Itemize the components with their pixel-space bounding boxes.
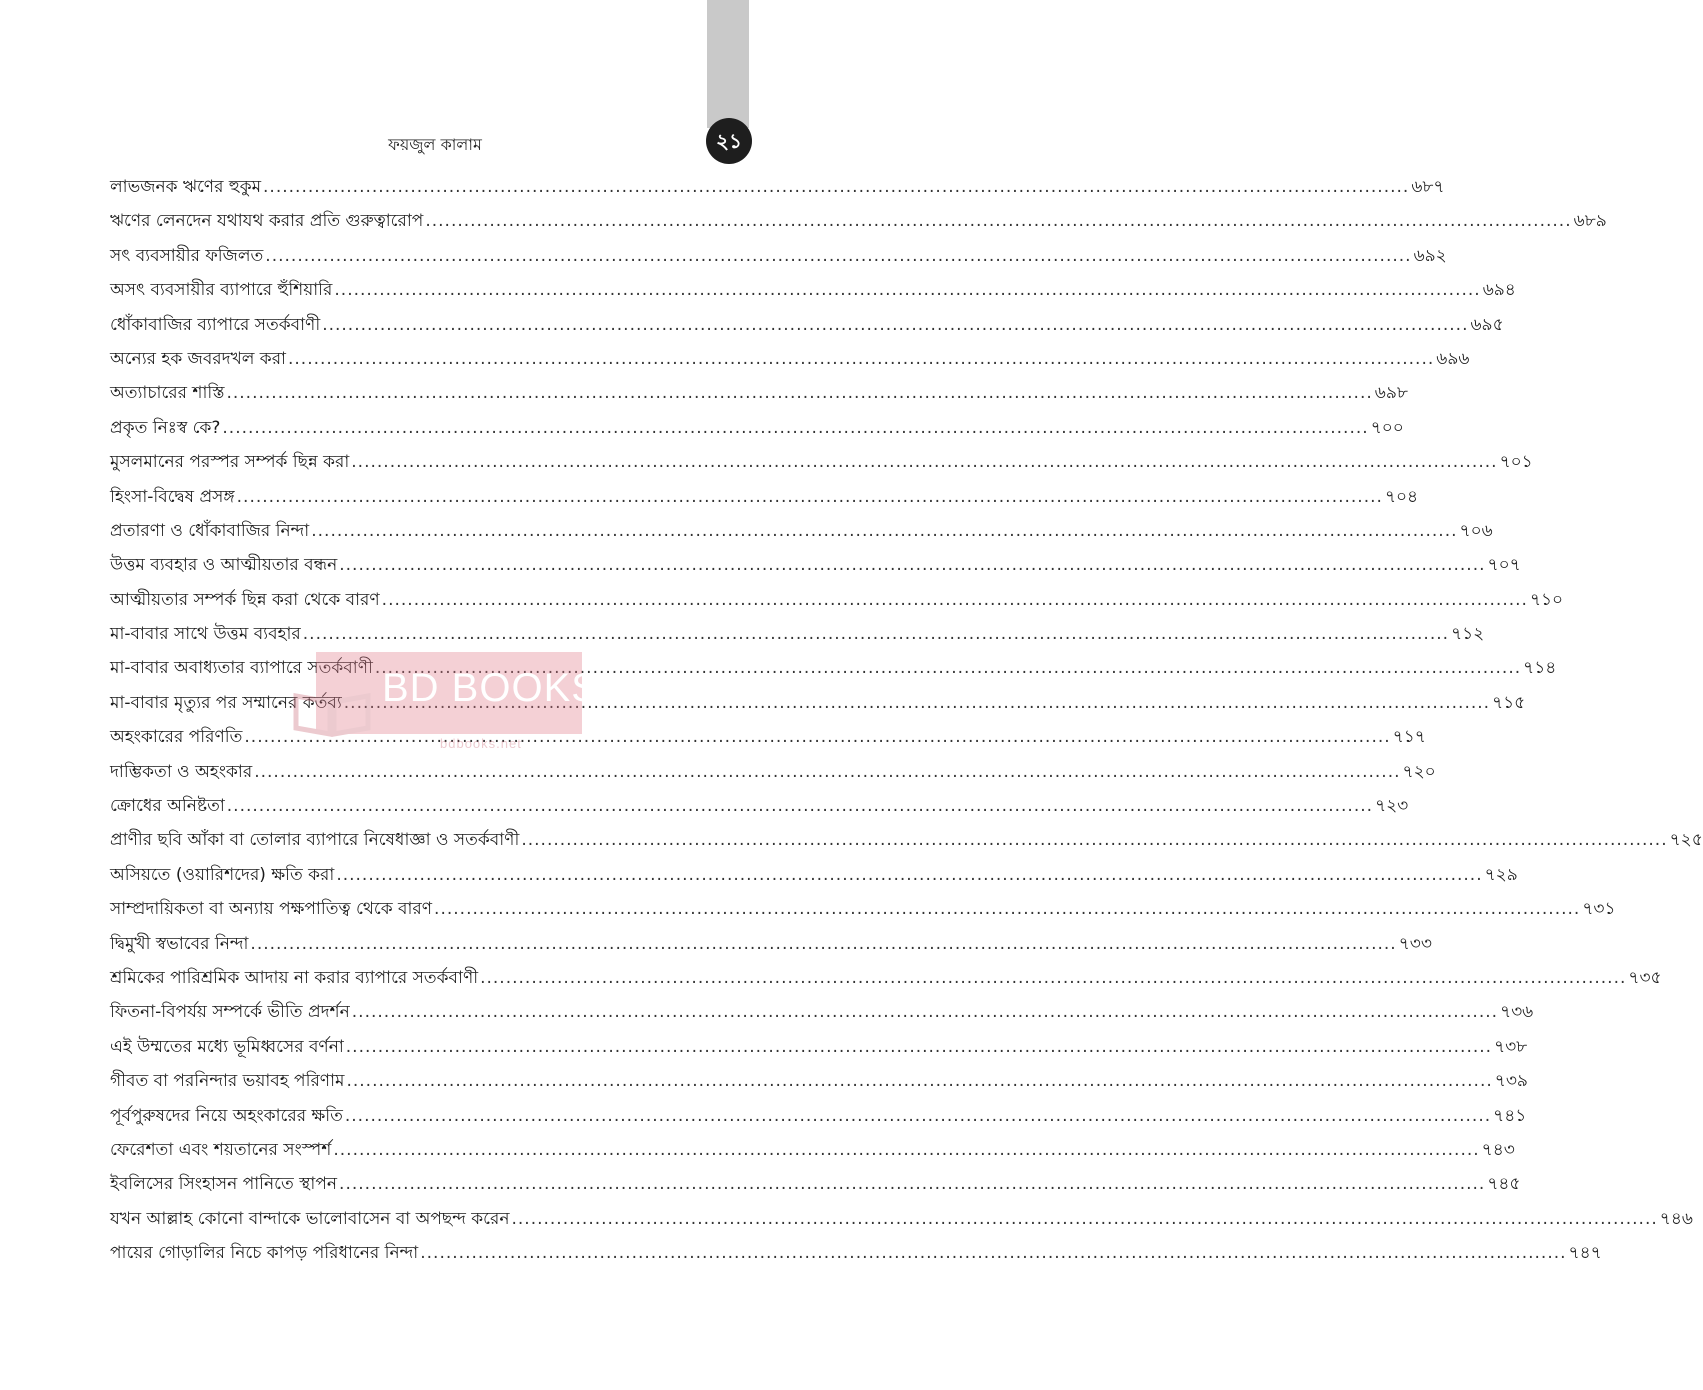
- toc-entry-title: পায়ের গোড়ালির নিচে কাপড় পরিধানের নিন্দা: [110, 1243, 419, 1264]
- toc-entry-title: ঋণের লেনদেন যথাযথ করার প্রতি গুরুত্বারোপ: [110, 211, 424, 232]
- toc-entry-title: যখন আল্লাহ কোনো বান্দাকে ভালোবাসেন বা অপছন্দ করেন: [110, 1208, 510, 1229]
- toc-entry-page: ৭৪৬: [1659, 1208, 1693, 1229]
- toc-dot-leader: [265, 239, 1411, 273]
- toc-entry-title: লাভজনক ঋণের হুকুম: [110, 177, 262, 197]
- toc-entry: [110, 1030, 1528, 1064]
- toc-entry-page: ৭৪৭: [1568, 1243, 1602, 1264]
- toc-entry: [110, 720, 1426, 754]
- toc-entry-page: ৭৪৩: [1481, 1139, 1515, 1160]
- toc-entry-page: ৭১২: [1451, 624, 1485, 645]
- toc-entry-page: ৭০১: [1499, 452, 1533, 473]
- toc-dot-leader: [344, 686, 1490, 720]
- toc-entry: [110, 617, 1485, 651]
- toc-dot-leader: [346, 1064, 1492, 1098]
- toc-entry: [110, 273, 1516, 307]
- toc-entry-title: উত্তম ব্যবহার ও আত্মীয়তার বন্ধন: [110, 555, 338, 576]
- toc-entry-title: ফিতনা-বিপর্যয় সম্পর্কে ভীতি প্রদর্শন: [110, 1002, 350, 1023]
- toc-dot-leader: [339, 548, 1485, 582]
- toc-entry: [110, 823, 1703, 857]
- toc-dot-leader: [336, 858, 1482, 892]
- toc-entry-title: দাম্ভিকতা ও অহংকার: [110, 761, 253, 782]
- toc-dot-leader: [303, 617, 1449, 651]
- toc-entry-title: মা-বাবার অবাধ্যতার ব্যাপারে সতর্কবাণী: [110, 658, 373, 679]
- table-of-contents: [110, 170, 1703, 1271]
- toc-entry-title: দ্বিমুখী স্বভাবের নিন্দা: [110, 933, 249, 954]
- toc-entry: [110, 1202, 1693, 1236]
- toc-entry: [110, 204, 1607, 238]
- toc-dot-leader: [237, 480, 1383, 514]
- toc-entry: [110, 1099, 1527, 1133]
- toc-dot-leader: [434, 892, 1580, 926]
- toc-entry: [110, 342, 1470, 376]
- toc-entry-title: সাম্প্রদায়িকতা বা অন্যায় পক্ষপাতিত্ব থেকে বারণ: [110, 899, 433, 920]
- toc-entry: [110, 239, 1447, 273]
- toc-entry-title: প্রকৃত নিঃস্ব কে?: [110, 417, 221, 438]
- toc-entry-page: ৭৩৫: [1628, 967, 1662, 988]
- toc-entry: [110, 961, 1662, 995]
- toc-dot-leader: [311, 514, 1457, 548]
- toc-entry-title: গীবত বা পরনিন্দার ভয়াবহ পরিণাম: [110, 1071, 345, 1092]
- toc-entry: [110, 789, 1409, 823]
- toc-entry-title: অহংকারের পরিণতি: [110, 727, 243, 748]
- toc-entry-page: ৭৩৮: [1494, 1036, 1528, 1057]
- toc-entry-page: ৬৯৮: [1374, 383, 1408, 404]
- toc-dot-leader: [352, 995, 1498, 1029]
- toc-entry-page: ৭১৭: [1392, 727, 1426, 748]
- toc-entry-title: ক্রোধের অনিষ্টতা: [110, 796, 225, 817]
- page-number-badge: ২১: [706, 118, 752, 164]
- toc-entry: [110, 686, 1526, 720]
- toc-entry-title: অন্যের হক জবরদখল করা: [110, 348, 286, 369]
- toc-entry: [110, 411, 1404, 445]
- toc-entry-page: ৭০৬: [1459, 520, 1493, 541]
- toc-entry: [110, 514, 1493, 548]
- toc-entry: [110, 583, 1564, 617]
- toc-entry: [110, 480, 1419, 514]
- toc-entry: [110, 858, 1518, 892]
- toc-entry-page: ৭১৪: [1523, 658, 1557, 679]
- toc-entry-title: আত্মীয়তার সম্পর্ক ছিন্ন করা থেকে বারণ: [110, 589, 380, 610]
- toc-dot-leader: [288, 342, 1434, 376]
- toc-entry: [110, 755, 1436, 789]
- toc-entry-title: মা-বাবার সাথে উত্তম ব্যবহার: [110, 624, 301, 645]
- toc-entry-page: ৭০৪: [1384, 486, 1419, 507]
- toc-entry: [110, 308, 1504, 342]
- toc-dot-leader: [345, 1099, 1491, 1133]
- toc-entry-page: ৭৩৩: [1398, 933, 1432, 954]
- toc-dot-leader: [244, 720, 1390, 754]
- toc-entry-title: ফেরেশতা এবং শয়তানের সংস্পর্শ: [110, 1139, 332, 1160]
- toc-entry-title: প্রাণীর ছবি আঁকা বা তোলার ব্যাপারে নিষেধাজ্ঞা ও সতর্কবাণী: [110, 830, 520, 851]
- toc-entry-page: ৭১০: [1529, 589, 1564, 610]
- toc-entry-page: ৬৮৭: [1411, 177, 1445, 197]
- toc-dot-leader: [375, 651, 1521, 685]
- toc-entry: [110, 1064, 1528, 1098]
- toc-entry-page: ৭১৫: [1492, 692, 1526, 713]
- toc-entry: [110, 995, 1534, 1029]
- toc-entry: [110, 651, 1557, 685]
- toc-entry: [110, 170, 1445, 204]
- toc-entry: [110, 1167, 1521, 1201]
- toc-entry-title: মুসলমানের পরস্পর সম্পর্ক ছিন্ন করা: [110, 452, 350, 473]
- toc-entry-page: ৭২৫: [1669, 830, 1703, 851]
- toc-entry-page: ৬৯৫: [1470, 314, 1504, 335]
- toc-dot-leader: [254, 755, 1400, 789]
- toc-entry-title: অত্যাচারের শাস্তি: [110, 383, 225, 404]
- toc-entry-page: ৭২৯: [1484, 864, 1518, 885]
- toc-entry: [110, 892, 1616, 926]
- toc-dot-leader: [420, 1236, 1566, 1270]
- toc-entry: [110, 445, 1533, 479]
- toc-dot-leader: [425, 204, 1571, 238]
- toc-entry-page: ৭৪৫: [1487, 1174, 1521, 1195]
- toc-entry-title: ধোঁকাবাজির ব্যাপারে সতর্কবাণী: [110, 314, 321, 335]
- toc-entry-page: ৭৩৬: [1500, 1002, 1534, 1023]
- watermark-url: bdbooks.net: [440, 736, 522, 751]
- toc-entry-page: ৬৯২: [1413, 245, 1447, 266]
- toc-entry: [110, 376, 1408, 410]
- toc-entry-page: ৭৪১: [1493, 1105, 1527, 1126]
- toc-dot-leader: [322, 308, 1468, 342]
- toc-dot-leader: [511, 1202, 1657, 1236]
- toc-entry-title: শ্রমিকের পারিশ্রমিক আদায় না করার ব্যাপারে সতর্কবাণী: [110, 967, 479, 988]
- toc-dot-leader: [351, 445, 1497, 479]
- page-edge-tab: [707, 0, 749, 128]
- running-header-title: ফয়জুল কালাম: [388, 135, 482, 154]
- toc-dot-leader: [227, 789, 1373, 823]
- toc-entry: [110, 1236, 1602, 1270]
- toc-entry-page: ৬৮৯: [1573, 211, 1607, 232]
- toc-entry-page: ৬৯৬: [1436, 348, 1470, 369]
- toc-dot-leader: [521, 823, 1667, 857]
- toc-dot-leader: [226, 376, 1372, 410]
- toc-entry-page: ৭৩৯: [1494, 1071, 1528, 1092]
- toc-entry-page: ৬৯৪: [1482, 280, 1516, 301]
- toc-entry-page: ৭২০: [1402, 761, 1436, 782]
- toc-dot-leader: [333, 1133, 1479, 1167]
- toc-entry: [110, 1133, 1515, 1167]
- toc-entry-title: অসিয়তে (ওয়ারিশদের) ক্ষতি করা: [110, 864, 335, 885]
- toc-entry-title: সৎ ব্যবসায়ীর ফজিলত: [110, 245, 264, 266]
- toc-entry-title: হিংসা-বিদ্বেষ প্রসঙ্গ: [110, 486, 235, 507]
- toc-dot-leader: [263, 170, 1409, 204]
- toc-entry-title: প্রতারণা ও ধোঁকাবাজির নিন্দা: [110, 520, 310, 541]
- toc-dot-leader: [480, 961, 1626, 995]
- toc-entry: [110, 927, 1432, 961]
- watermark-brand: BD BOOKS: [382, 666, 599, 710]
- toc-entry-page: ৭৩১: [1582, 899, 1616, 920]
- toc-entry-title: মা-বাবার মৃত্যুর পর সম্মানের কর্তব্য: [110, 692, 342, 713]
- toc-entry-title: এই উম্মতের মধ্যে ভূমিধ্বসের বর্ণনা: [110, 1036, 344, 1057]
- toc-dot-leader: [339, 1167, 1485, 1201]
- toc-entry-page: ৭০৭: [1487, 555, 1521, 576]
- toc-dot-leader: [382, 583, 1528, 617]
- toc-dot-leader: [250, 927, 1396, 961]
- toc-dot-leader: [222, 411, 1368, 445]
- toc-entry: [110, 548, 1521, 582]
- toc-entry-title: পূর্বপুরুষদের নিয়ে অহংকারের ক্ষতি: [110, 1105, 343, 1126]
- toc-entry-title: ইবলিসের সিংহাসন পানিতে স্থাপন: [110, 1174, 338, 1195]
- toc-entry-page: ৭২৩: [1375, 796, 1409, 817]
- toc-dot-leader: [334, 273, 1480, 307]
- toc-entry-page: ৭০০: [1370, 417, 1404, 438]
- toc-entry-title: অসৎ ব্যবসায়ীর ব্যাপারে হুঁশিয়ারি: [110, 280, 333, 301]
- toc-dot-leader: [346, 1030, 1492, 1064]
